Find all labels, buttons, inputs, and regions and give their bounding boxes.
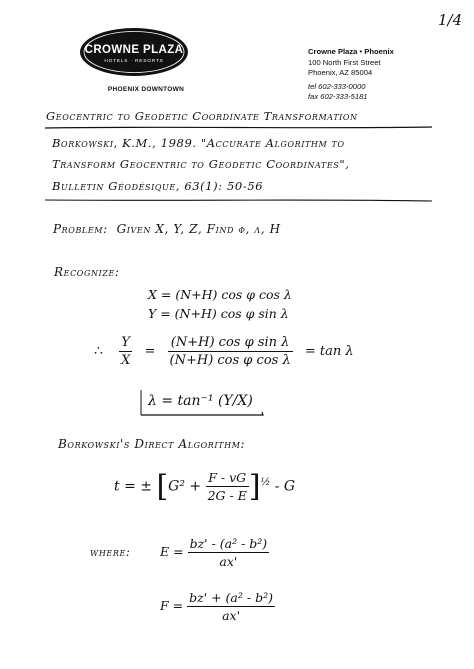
logo-tagline: HOTELS · RESORTS xyxy=(104,59,164,64)
f-lhs: F = xyxy=(160,598,184,613)
page-title: Geocentric to Geodetic Coordinate Transformation xyxy=(46,109,358,123)
borkowski-label: Borkowski's Direct Algorithm: xyxy=(58,437,246,451)
tan-lambda-result: = tan λ xyxy=(304,344,354,359)
therefore-symbol: ∴ xyxy=(94,343,103,359)
f-numerator: bz' + (a² - b²) xyxy=(189,590,273,605)
problem-statement xyxy=(53,222,281,236)
e-equation xyxy=(160,536,269,569)
equals-sign: = xyxy=(144,344,156,359)
f-denominator: ax' xyxy=(222,608,241,623)
title-underline xyxy=(44,125,434,131)
hotel-name: Crowne Plaza • Phoenix xyxy=(308,47,394,56)
lambda-result: λ = tan⁻¹ (Y/X) xyxy=(148,393,253,409)
recognize-label: Recognize: xyxy=(54,265,120,279)
location-label: PHOENIX DOWNTOWN xyxy=(107,86,185,93)
2g-e-denominator: 2G - E xyxy=(207,488,247,503)
minus-g: - G xyxy=(274,478,296,495)
e-fraction xyxy=(188,536,270,569)
where-label: where: xyxy=(90,545,131,559)
ratio-equation xyxy=(94,335,354,368)
cos-sin-fraction xyxy=(168,335,293,368)
reference-line-2: Transform Geocentric to Geodetic Coordinates", xyxy=(52,157,350,171)
reference-divider xyxy=(44,198,434,203)
half-exponent: ½ xyxy=(260,476,271,488)
t-lhs: t = ± xyxy=(114,478,152,495)
hotel-tel: tel 602-333-0000 xyxy=(308,81,366,91)
ratio-y-over-x xyxy=(119,335,132,368)
t-equation xyxy=(114,469,295,504)
crowne-plaza-logo xyxy=(79,27,189,77)
ratio-denominator: X xyxy=(121,353,131,368)
hotel-street: 100 North First Street xyxy=(308,57,381,67)
f-vg-numerator: F - vG xyxy=(206,470,249,487)
equation-y: Y = (N+H) cos φ sin λ xyxy=(148,306,289,321)
ratio-numerator: Y xyxy=(119,335,132,352)
hotel-city: Phoenix, AZ 85004 xyxy=(308,68,373,77)
problem-label: Problem: xyxy=(53,222,108,236)
g-squared: G² + xyxy=(168,478,202,495)
reference-line-1: Borkowski, K.M., 1989. "Accurate Algorithm to xyxy=(52,136,345,150)
left-bracket: [ xyxy=(156,469,169,504)
hotel-address xyxy=(308,47,394,103)
e-denominator: ax' xyxy=(219,554,238,569)
f-over-e-fraction xyxy=(206,470,249,503)
right-bracket: ] xyxy=(248,469,261,504)
page-number: 1/4 xyxy=(438,11,463,29)
f-fraction xyxy=(187,590,275,623)
problem-text: Given X, Y, Z, Find φ, λ, H xyxy=(116,222,281,236)
hotel-fax: fax 602-333-5181 xyxy=(308,92,368,101)
e-numerator: bz' - (a² - b²) xyxy=(189,536,268,551)
lambda-result-box xyxy=(138,384,266,418)
reference-line-3: Bulletin Géodésique, 63(1): 50-56 xyxy=(52,179,264,193)
logo-text: CROWNE PLAZA xyxy=(84,44,184,56)
equation-x: X = (N+H) cos φ cos λ xyxy=(148,287,292,302)
fraction-numerator: (N+H) cos φ sin λ xyxy=(168,335,293,352)
e-lhs: E = xyxy=(160,544,184,559)
f-equation xyxy=(160,590,275,623)
fraction-denominator: (N+H) cos φ cos λ xyxy=(169,353,291,368)
